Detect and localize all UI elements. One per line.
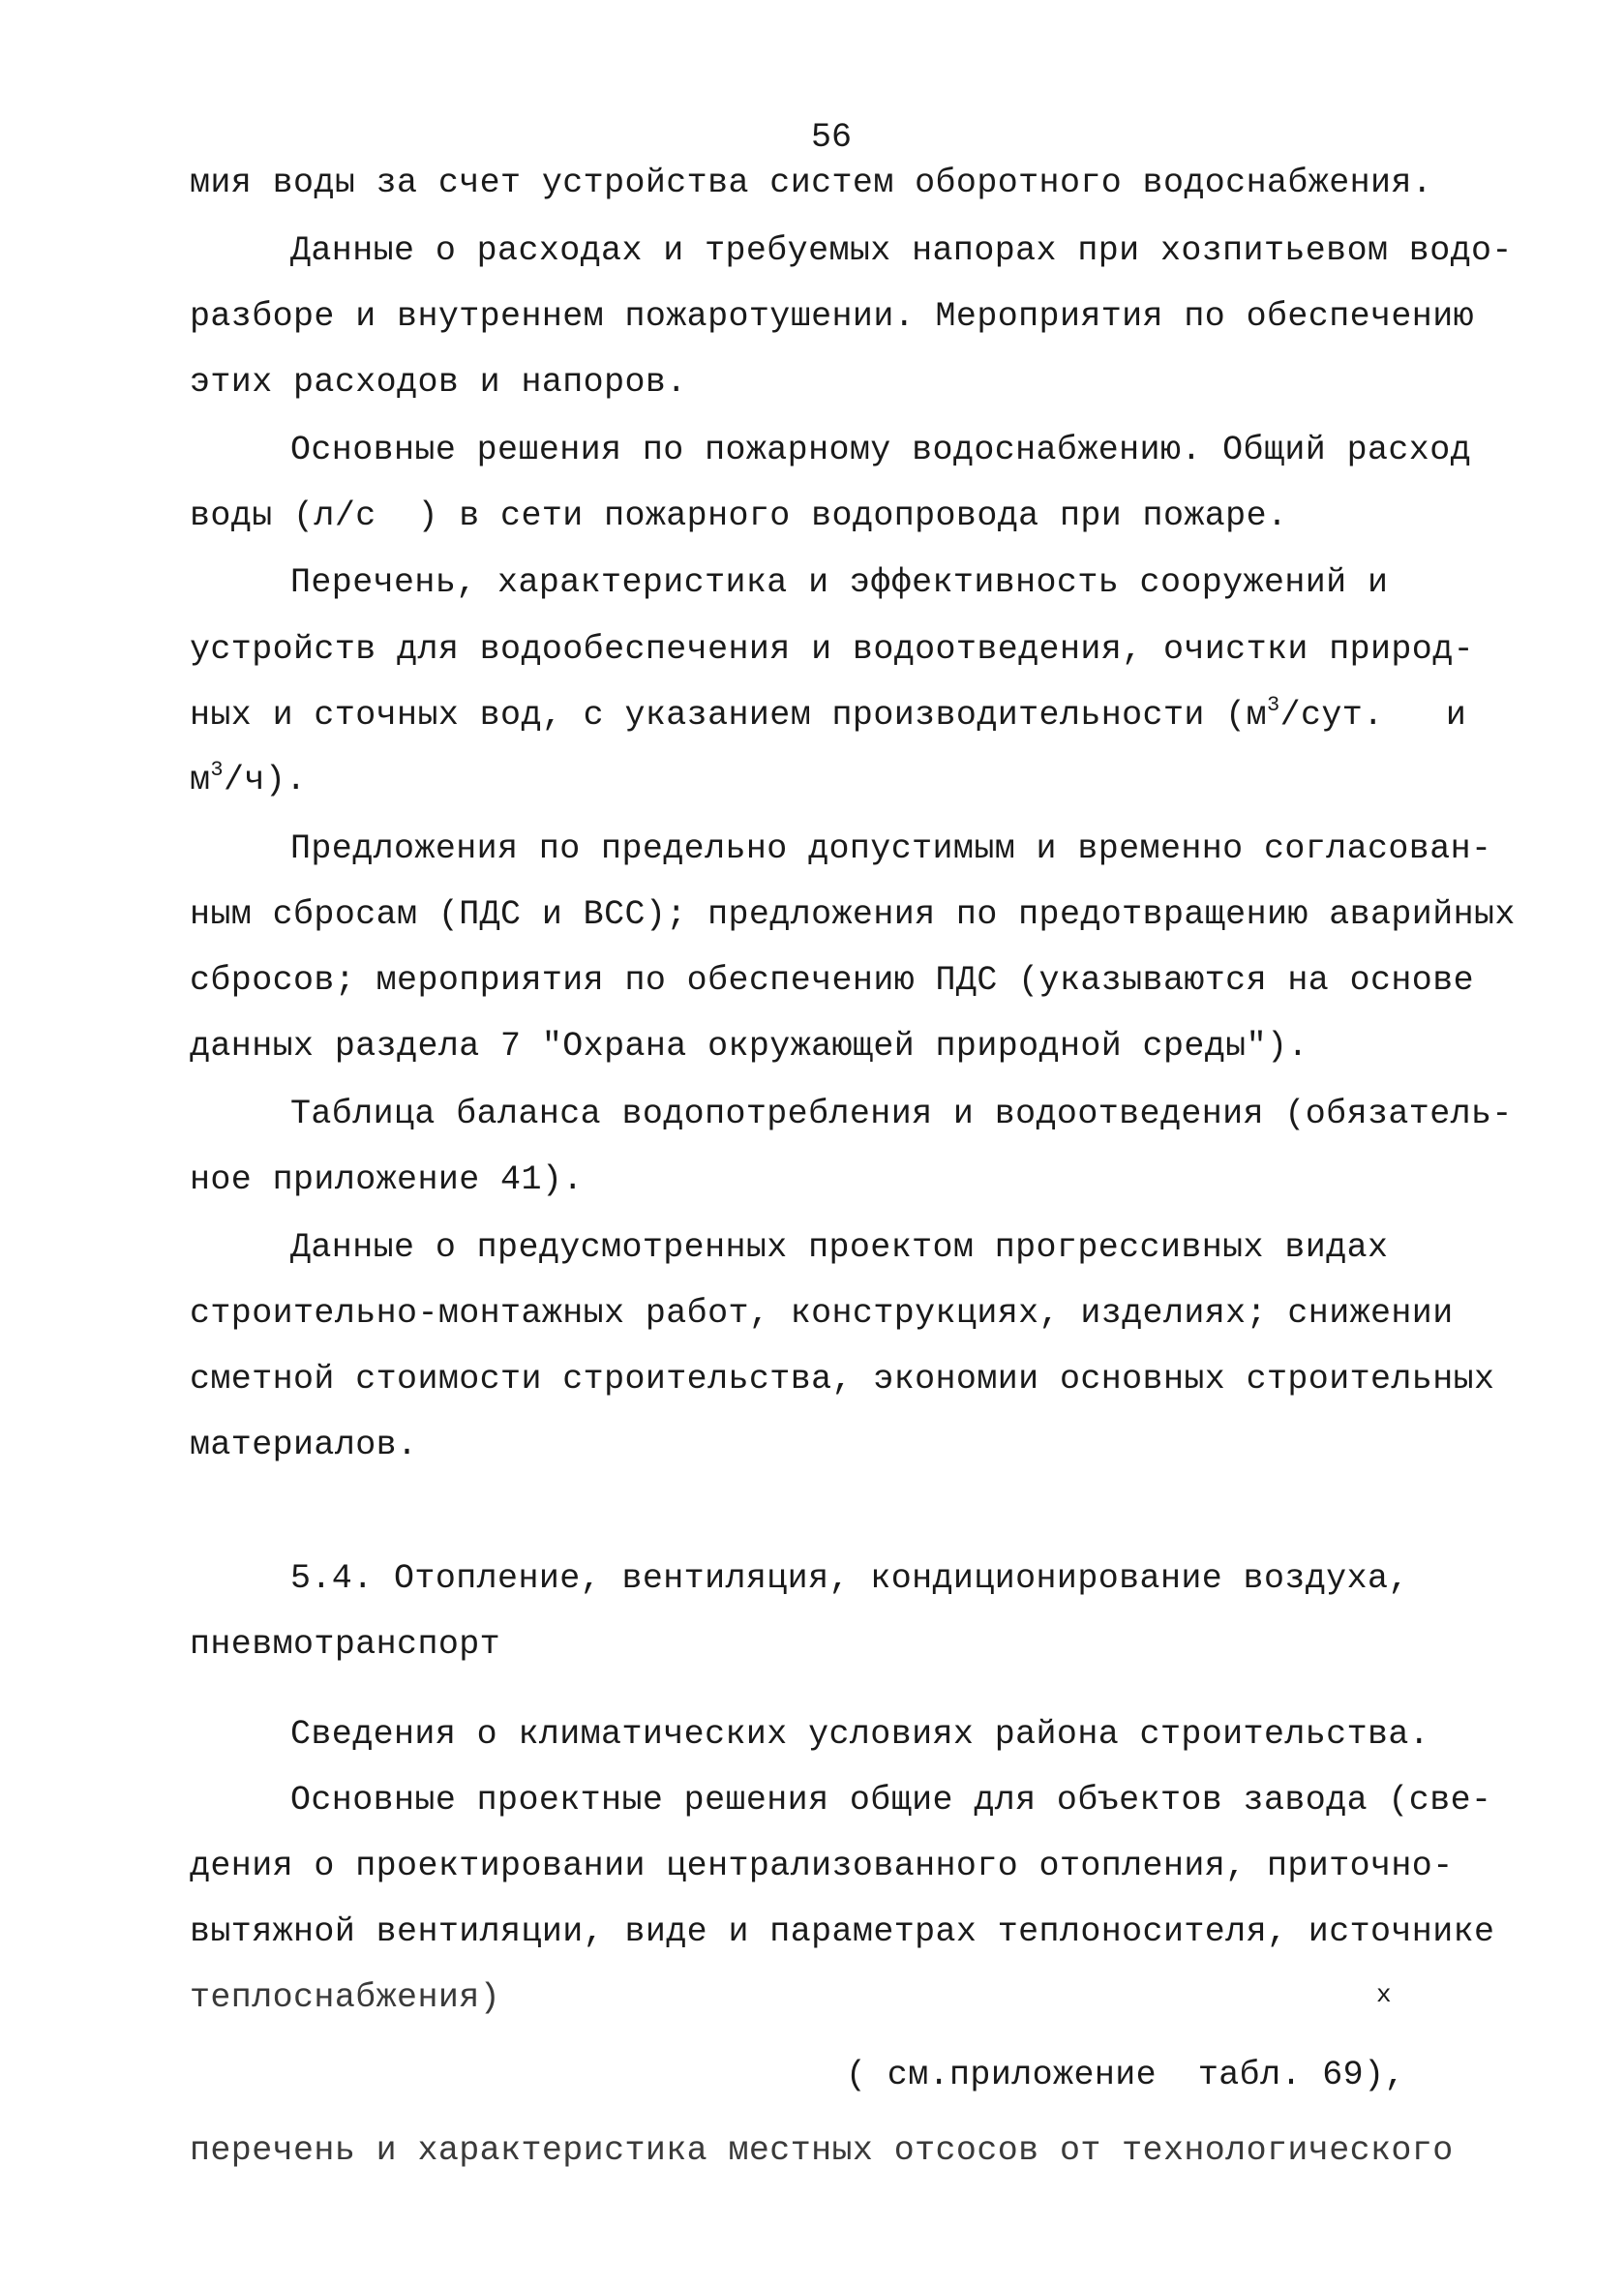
section-heading-continuation: пневмотранспорт <box>190 1625 501 1664</box>
paragraph-first-line: Перечень, характеристика и эффективность сооружений и <box>290 563 1389 602</box>
paragraph-first-line: Предложения по предельно допустимым и временно согласован- <box>290 829 1492 868</box>
text-segment: м <box>190 761 211 799</box>
text-line: сбросов; мероприятия по обеспечению ПДС (указываются на основе <box>190 961 1475 1000</box>
paragraph-first-line: Данные о расходах и требуемых напорах при хозпитьевом водо- <box>290 231 1513 270</box>
text-line: строительно-монтажных работ, конструкциях, изделиях; снижении <box>190 1294 1454 1333</box>
superscript: 3 <box>1266 693 1280 717</box>
text-line: ным сбросам (ПДС и ВСС); предложения по предотвращению аварийных <box>190 895 1516 934</box>
text-line: сметной стоимости строительства, экономии основных строительных <box>190 1360 1495 1399</box>
text-segment: /ч). <box>224 761 307 799</box>
paragraph-first-line: Основные проектные решения общие для объектов завода (све- <box>290 1781 1492 1820</box>
page-number: 56 <box>811 118 853 157</box>
paragraph-first-line: Основные решения по пожарному водоснабжению. Общий расход <box>290 431 1471 469</box>
text-line: разборе и внутреннем пожаротушении. Мероприятия по обеспечению <box>190 297 1475 336</box>
text-line: устройств для водообеспечения и водоотведения, очистки природ- <box>190 630 1475 669</box>
paragraph-first-line: Сведения о климатических условиях района строительства. <box>290 1715 1430 1754</box>
table-reference: ( см.приложение табл. 69), <box>846 2056 1405 2094</box>
text-line-with-superscript <box>190 682 1466 748</box>
superscript: 3 <box>210 758 225 782</box>
text-line-with-superscript <box>190 747 307 813</box>
text-line: воды (л/с ) в сети пожарного водопровода при пожаре. <box>190 497 1288 535</box>
text-line: материалов. <box>190 1426 418 1464</box>
text-line: ное приложение 41). <box>190 1160 584 1199</box>
text-line: перечень и характеристика местных отсосов от технологического <box>190 2131 1454 2170</box>
section-heading: 5.4. Отопление, вентиляция, кондиционирование воздуха, <box>290 1559 1409 1598</box>
text-line: мия воды за счет устройства систем оборотного водоснабжения. <box>190 164 1433 202</box>
text-line: данных раздела 7 "Охрана окружающей природной среды"). <box>190 1027 1308 1066</box>
text-segment: ных и сточных вод, с указанием производительности (м <box>190 696 1267 735</box>
text-segment: /сут. и <box>1279 696 1467 735</box>
footnote-mark: x <box>1376 1980 1392 2009</box>
paragraph-first-line: Таблица баланса водопотребления и водоотведения (обязатель- <box>290 1095 1513 1133</box>
paragraph-first-line: Данные о предусмотренных проектом прогрессивных видах <box>290 1228 1389 1267</box>
text-line: этих расходов и напоров. <box>190 363 687 402</box>
text-line: дения о проектировании централизованного отопления, приточно- <box>190 1847 1454 1885</box>
text-line: вытяжной вентиляции, виде и параметрах теплоносителя, источнике <box>190 1912 1495 1951</box>
text-line: теплоснабжения) <box>190 1978 501 2017</box>
